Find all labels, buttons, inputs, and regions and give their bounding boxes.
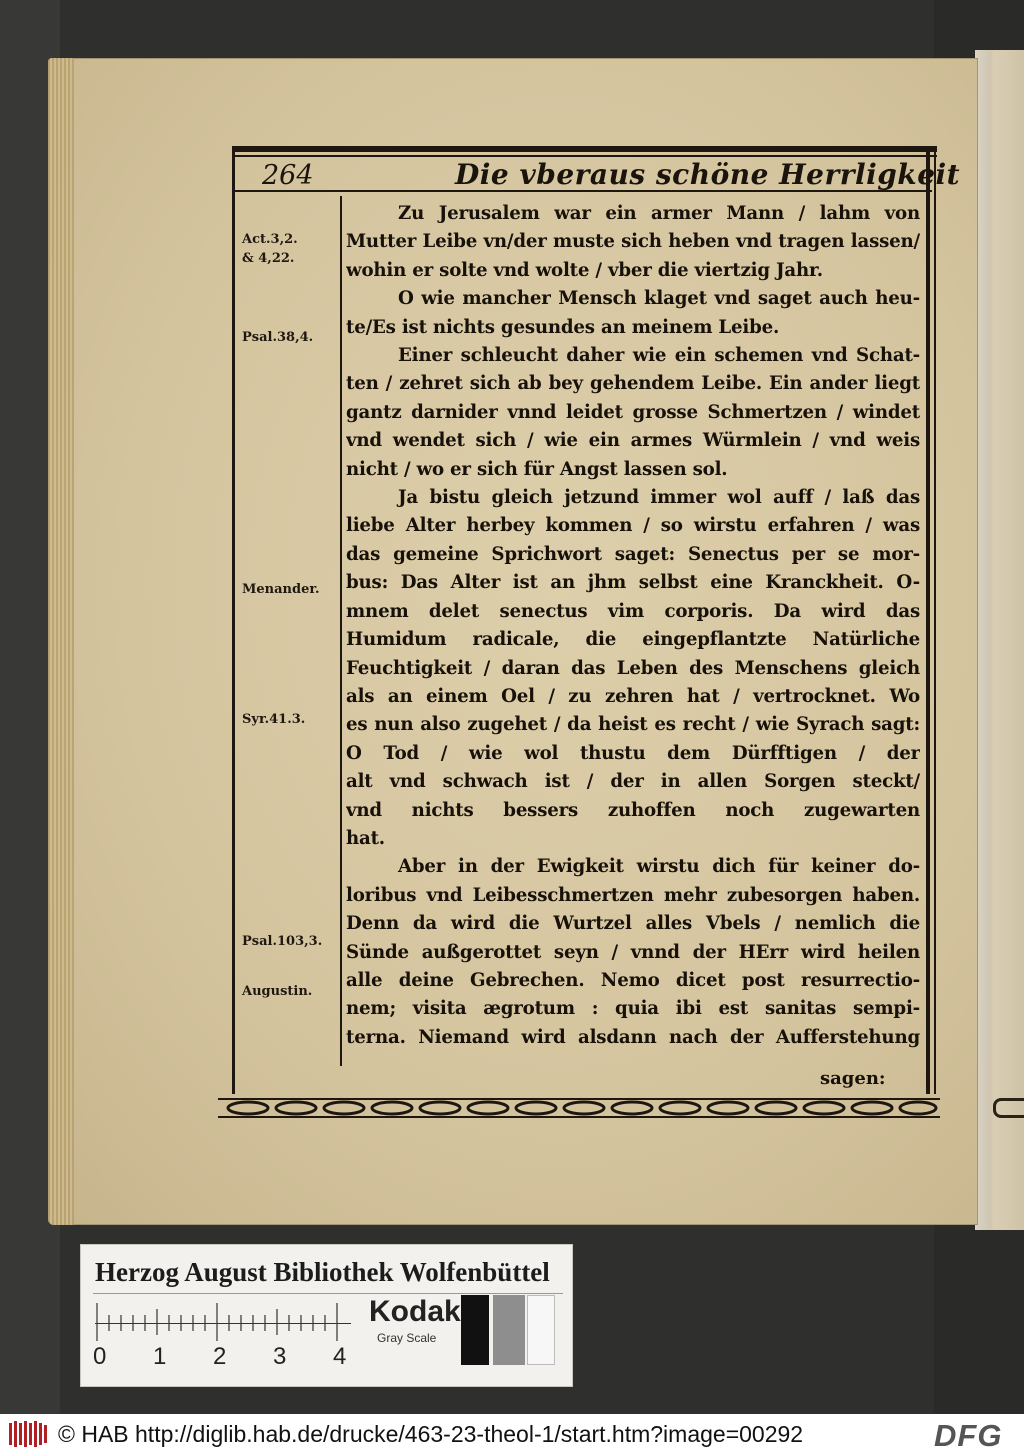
text-line: bus: Das Alter ist an jhm selbst eine Kranckheit. O- xyxy=(346,572,920,594)
margin-note-psalm-103: Psal.103,3. xyxy=(242,934,323,949)
text-line: Ja bistu gleich jetzund immer wol auff / laß das xyxy=(398,487,920,509)
frame-left-rule xyxy=(232,146,235,1094)
body-text xyxy=(346,200,920,1080)
text-line: hat. xyxy=(346,827,385,849)
text-line: Aber in der Ewigkeit wirstu dich für keiner do- xyxy=(398,856,920,878)
institution-name: Herzog August Bibliothek Wolfenbüttel xyxy=(95,1257,550,1287)
margin-note-psalm-38: Psal.38,4. xyxy=(242,330,314,345)
text-line: wohin er solte vnd wolte / vber die viertzig Jahr. xyxy=(346,259,823,281)
catchword: sagen: xyxy=(820,1068,886,1089)
text-line: das gemeine Sprichwort saget: Senectus per se mor- xyxy=(346,543,920,565)
footer-credit-link[interactable]: © HAB http://diglib.hab.de/drucke/463-23-theol-1/start.htm?image=00292 xyxy=(58,1421,804,1447)
white-swatch xyxy=(527,1295,555,1365)
text-line: te/Es ist nichts gesundes an meinem Leibe. xyxy=(346,316,780,338)
top-rule xyxy=(232,146,937,152)
text-line: liebe Alter herbey kommen / so wirstu erfahren / was xyxy=(346,515,920,537)
hab-logo-icon xyxy=(8,1419,48,1449)
text-line: Humidum radicale, die eingepflantzte Natürliche xyxy=(346,629,920,651)
ornament-band xyxy=(218,1095,940,1121)
text-line: Zu Jerusalem war ein armer Mann / lahm von xyxy=(398,203,920,224)
page-block-edge xyxy=(48,58,74,1225)
text-line: O Tod / wie wol thustu dem Dürfftigen / der xyxy=(346,742,920,764)
text-line: O wie mancher Mensch klaget vnd saget auch heu- xyxy=(398,288,920,310)
frame-right-rule xyxy=(926,146,930,1094)
top-rule-thin xyxy=(232,155,937,157)
ruler-number: 3 xyxy=(273,1343,287,1370)
black-swatch xyxy=(461,1295,489,1365)
text-line: Sünde außgerottet seyn / vnnd der HErr wird heilen xyxy=(346,941,920,963)
text-line: es nun also zugehet / da heist es recht / wie Syrach sagt: xyxy=(346,714,920,736)
text-line: terna. Niemand wird alsdann nach der Aufferstehung xyxy=(346,1026,920,1048)
footer-bar xyxy=(0,1414,1024,1455)
margin-note-menander: Menander. xyxy=(242,582,320,597)
margin-note-acts xyxy=(242,230,298,268)
running-head: Die vberaus schöne Herrligkeit xyxy=(455,158,961,191)
margin-notes xyxy=(236,200,338,1060)
margin-note-syrach: Syr.41.3. xyxy=(242,712,306,727)
margin-note-line: Act.3,2. xyxy=(242,232,298,247)
text-line: Einer schleucht daher wie ein schemen vnd Schat- xyxy=(398,345,920,367)
page-number: 264 xyxy=(262,160,314,191)
color-calibration-chart xyxy=(80,1244,573,1387)
chart-divider xyxy=(93,1293,563,1294)
text-line: gantz darnider vnnd leidet grosse Schmertzen / windet xyxy=(346,401,920,423)
text-line: loribus vnd Leibesschmertzen mehr zubesorgen haben. xyxy=(346,884,920,906)
gray-scale-label: Gray Scale xyxy=(377,1331,437,1345)
text-line: als an einem Oel / zu zehren hat / vertrocknet. Wo xyxy=(346,685,920,707)
ruler-scale xyxy=(95,1303,351,1343)
ruler-number: 2 xyxy=(213,1343,227,1370)
text-line: nicht / wo er sich für Angst lassen sol. xyxy=(346,458,728,480)
margin-note-line: & 4,22. xyxy=(242,251,295,266)
gray-swatch xyxy=(493,1295,525,1365)
ruler-number: 0 xyxy=(93,1343,107,1370)
text-line: Denn da wird die Wurtzel alles Vbels / nemlich die xyxy=(346,913,920,935)
facing-page-edge xyxy=(975,50,1024,1230)
dfg-logo: DFG xyxy=(934,1418,1003,1453)
text-line: alle deine Gebrechen. Nemo dicet post resurrectio- xyxy=(346,969,920,991)
text-line: nem; visita ægrotum : quia ibi est sanitas sempi- xyxy=(346,998,920,1020)
text-line: Feuchtigkeit / daran das Leben des Menschens gleich xyxy=(346,657,920,679)
text-line: ten / zehret sich ab bey gehendem Leibe. Ein ander liegt xyxy=(346,373,920,395)
margin-note-augustin: Augustin. xyxy=(242,984,313,999)
text-line: mnem delet senectus vim corporis. Da wird das xyxy=(346,600,920,622)
text-line: vnd wendet sich / wie ein armes Würmlein / vnd weis xyxy=(346,430,920,452)
margin-column-divider xyxy=(340,196,342,1066)
frame-right-rule-thin xyxy=(934,146,936,1094)
ruler-number: 1 xyxy=(153,1343,167,1370)
ruler-number: 4 xyxy=(333,1343,347,1370)
ruler-numbers xyxy=(91,1343,361,1373)
text-line: Mutter Leibe vn/der muste sich heben vnd tragen lassen/ xyxy=(346,231,920,253)
text-line: vnd nichts bessers zuhoffen noch zugewarten xyxy=(346,799,920,821)
text-line: alt vnd schwach ist / der in allen Sorgen steckt/ xyxy=(346,771,920,793)
kodak-label: Kodak xyxy=(369,1295,461,1328)
facing-page-ornament xyxy=(993,1098,1024,1118)
